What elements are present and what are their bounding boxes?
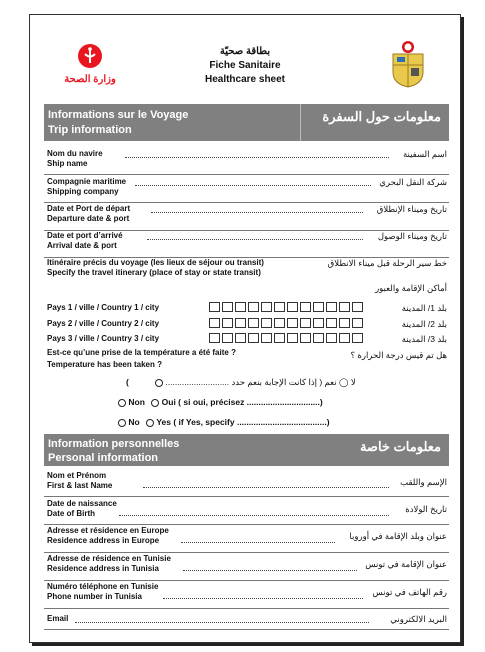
divider — [44, 552, 449, 553]
fill-line[interactable] — [143, 487, 389, 488]
field-ship-name[interactable] — [47, 149, 447, 173]
title-english: Healthcare sheet — [204, 74, 286, 85]
personal-section-header — [44, 434, 449, 466]
field-fr: Nom du navire — [47, 149, 103, 158]
fill-line[interactable] — [119, 515, 389, 516]
personal-title-ar: معلومات خاصة — [359, 439, 441, 454]
temp-ar: هل تم قيس درجة الحرارة ؟ — [350, 350, 447, 360]
field-shipping-company[interactable] — [47, 177, 447, 201]
field-fr: Nom et Prénom — [47, 471, 107, 480]
country-label: Pays 2 / ville / Country 2 / city — [47, 319, 160, 328]
itinerary-block — [47, 258, 447, 292]
country-row-3[interactable] — [47, 333, 447, 345]
temp-options-en[interactable] — [118, 417, 330, 427]
fill-line[interactable] — [181, 542, 335, 543]
field-fr: Adresse de résidence en Tunisie — [47, 554, 171, 563]
divider — [44, 524, 449, 525]
radio-no-en[interactable] — [118, 419, 126, 427]
field-email[interactable] — [47, 612, 447, 626]
option-oui: Oui ( si oui, précisez ...............................) — [161, 397, 323, 407]
field-fr: Adresse et résidence en Europe — [47, 526, 169, 535]
char-boxes[interactable] — [209, 333, 365, 343]
temp-options-ar[interactable]: لا ◯ نعم ( إذا كانت الإجابة بنعم حدد ........................... — [155, 377, 356, 388]
country-label: Pays 1 / ville / Country 1 / city — [47, 303, 160, 312]
field-ar: تاريخ وميناء الوصول — [377, 231, 447, 241]
trip-title-fr: Informations sur le Voyage — [48, 109, 189, 121]
fill-line[interactable] — [147, 239, 363, 240]
field-en: Phone number in Tunisia — [47, 592, 142, 601]
health-sheet — [29, 14, 461, 643]
temp-en: Temperature has been taken ? — [47, 360, 162, 369]
radio-yes-ar[interactable] — [155, 379, 163, 387]
field-europe-address[interactable] — [47, 526, 447, 550]
field-en: Shipping company — [47, 187, 119, 196]
field-departure[interactable] — [47, 204, 447, 228]
personal-title-fr: Information personnelles — [48, 438, 180, 450]
option-non: Non — [128, 397, 145, 407]
field-arrival[interactable] — [47, 231, 447, 255]
field-fr: Date de naissance — [47, 499, 117, 508]
field-birth-date[interactable] — [47, 499, 447, 523]
divider — [44, 202, 449, 203]
personal-title-en: Personal information — [48, 452, 159, 464]
radio-no-fr[interactable] — [118, 399, 126, 407]
field-full-name[interactable] — [47, 471, 447, 495]
char-boxes[interactable] — [209, 318, 365, 328]
option-no: No — [128, 417, 140, 427]
temperature-question — [47, 348, 447, 372]
divider — [44, 608, 449, 609]
itinerary-fr: Itinéraire précis du voyage (les lieux de séjour ou transit) — [47, 258, 264, 267]
field-fr: Date et port d’arrivé — [47, 231, 123, 240]
fill-line[interactable] — [125, 157, 389, 158]
field-ar: تاريخ وميناء الإنطلاق — [376, 204, 447, 214]
field-ar: رقم الهاتف في تونس — [372, 587, 447, 597]
country-row-1[interactable] — [47, 302, 447, 314]
option-yes: Yes ( if Yes, specify ......................................) — [156, 417, 330, 427]
field-ar: شركة النقل البحري — [379, 177, 447, 187]
field-tunisia-phone[interactable] — [47, 582, 447, 606]
temp-ar-close: ( — [126, 377, 129, 387]
field-fr: Email — [47, 614, 69, 623]
radio-yes-fr[interactable] — [151, 399, 159, 407]
header-divider — [300, 104, 301, 141]
field-ar: البريد الالكتروني — [390, 614, 447, 624]
temp-fr: Est-ce qu’une prise de la température a été faite ? — [47, 348, 236, 357]
field-en: Ship name — [47, 159, 88, 168]
coat-of-arms-icon — [390, 40, 426, 88]
field-en: Departure date & port — [47, 214, 130, 223]
itinerary-ar-places: أماكن الإقامة والعبور — [375, 283, 447, 293]
title-french: Fiche Sanitaire — [209, 60, 281, 71]
fill-line[interactable] — [183, 570, 357, 571]
field-ar: تاريخ الولادة — [405, 504, 447, 514]
country-row-2[interactable] — [47, 318, 447, 330]
itinerary-en: Specify the travel itinerary (place of stay or state transit) — [47, 268, 261, 277]
fill-line[interactable] — [151, 212, 363, 213]
field-fr: Compagnie maritime — [47, 177, 127, 186]
field-en: Residence address in Tunisia — [47, 564, 159, 573]
title-arabic: بطاقة صحيّة — [219, 46, 271, 57]
itinerary-ar: خط سير الرحلة قبل ميناء الانطلاق — [327, 258, 447, 268]
ministry-logo-text: وزارة الصحة — [64, 74, 116, 85]
char-boxes[interactable] — [209, 302, 365, 312]
field-ar: الإسم واللقب — [400, 477, 447, 487]
divider — [44, 496, 449, 497]
temp-options-fr[interactable] — [118, 397, 323, 407]
trip-section-header — [44, 104, 449, 141]
field-tunisia-address[interactable] — [47, 554, 447, 578]
field-ar: اسم السفينة — [402, 149, 447, 159]
country-ar: بلد 3/ المدينة — [401, 334, 447, 344]
field-en: Residence address in Europe — [47, 536, 160, 545]
radio-yes-en[interactable] — [146, 419, 154, 427]
divider — [44, 629, 449, 630]
country-ar: بلد 2/ المدينة — [401, 319, 447, 329]
fill-line[interactable] — [163, 598, 363, 599]
field-ar: عنوان وبلد الإقامة في أوروبا — [349, 531, 447, 541]
fill-line[interactable] — [135, 185, 371, 186]
divider — [44, 174, 449, 175]
fill-line[interactable] — [75, 622, 369, 623]
country-label: Pays 3 / ville / Country 3 / city — [47, 334, 160, 343]
country-ar: بلد 1/ المدينة — [401, 303, 447, 313]
field-en: Arrival date & port — [47, 241, 117, 250]
field-fr: Numéro téléphone en Tunisie — [47, 582, 159, 591]
field-en: Date of Birth — [47, 509, 95, 518]
trip-title-en: Trip information — [48, 124, 132, 136]
field-ar: عنوان الإقامة في تونس — [365, 559, 447, 569]
divider — [44, 580, 449, 581]
field-en: First & last Name — [47, 481, 113, 490]
trip-title-ar: معلومات حول السفرة — [322, 109, 441, 124]
field-fr: Date et Port de départ — [47, 204, 131, 213]
